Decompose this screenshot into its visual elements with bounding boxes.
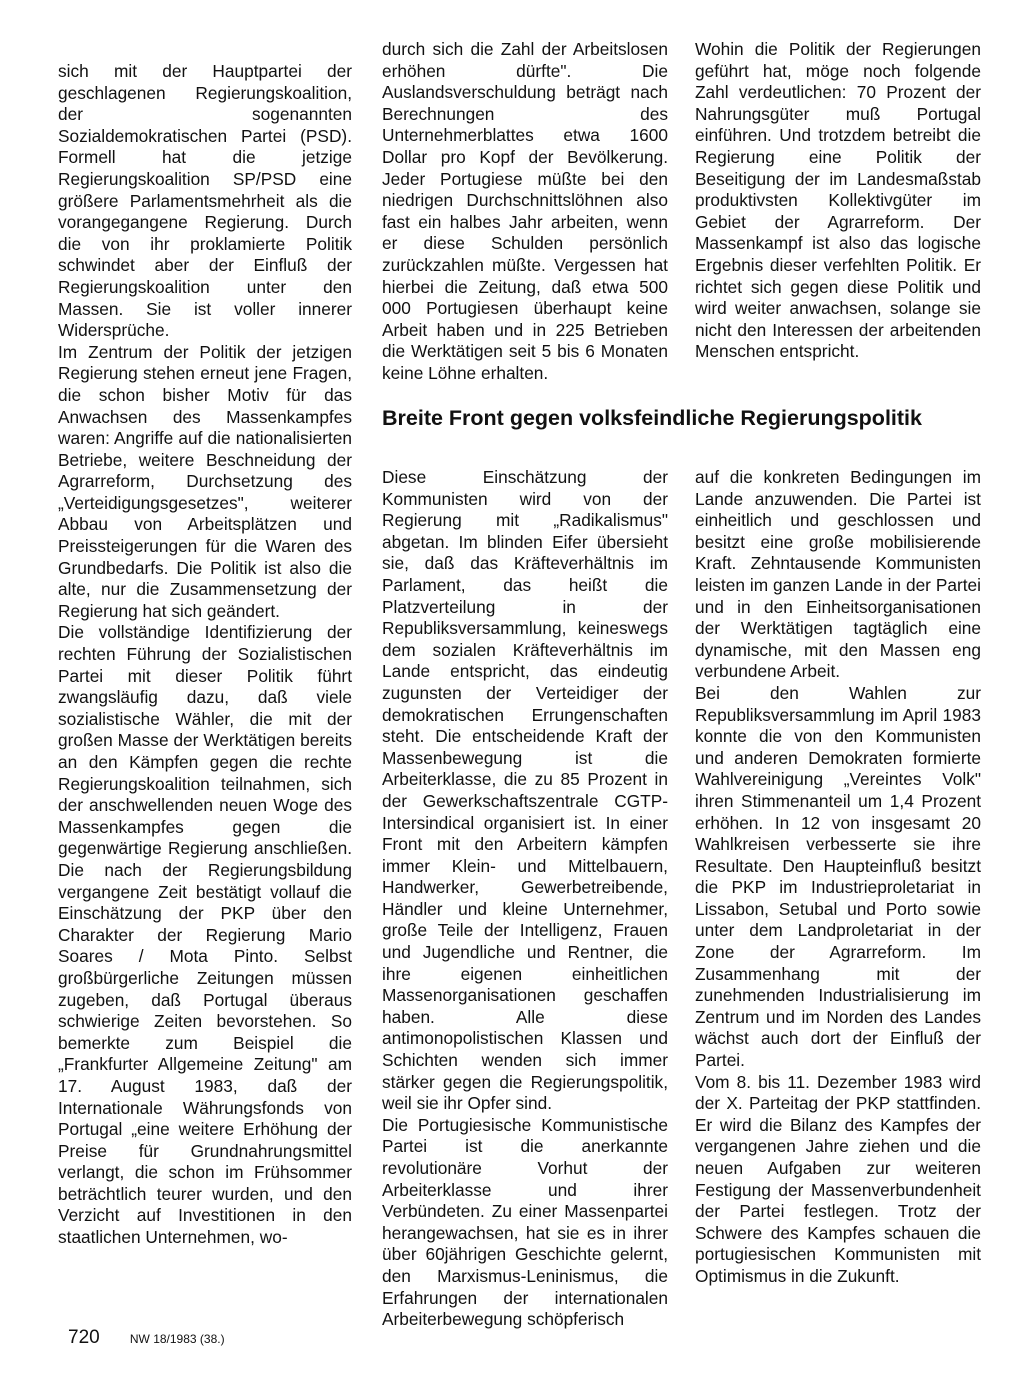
article-column-2: [382, 39, 668, 385]
article-column-5: [695, 467, 981, 1288]
article-column-4: [382, 467, 668, 1331]
article-column-1: [58, 61, 352, 1249]
column-3-text: Wohin die Politik der Regierungen geführt hat, möge noch folgende Zahl verdeutlichen: 70 Prozent der Nahrungsgüter muß Portugal einführen. Und trotzdem betreibt die Regierung eine Politik der Beseitigung der im Landesmaßstab produktivsten Kollektivgüter im Gebiet der Agrarreform. Der Massenkampf ist also das logische Ergebnis dieser verfehlten Politik. Er richtet sich gegen diese Politik und wird weiter anwachsen, solange sie nicht den Interessen der arbeitenden Menschen entspricht.: [695, 39, 981, 362]
column-2-text: durch sich die Zahl der Arbeitslosen erhöhen dürfte". Die Auslandsverschuldung beträgt nach Berechnungen des Unternehmerblattes etwa 1600 Dollar pro Kopf der Bevölkerung. Jeder Portugiese müßte bei den niedrigen Durchschnittslöhnen also fast ein halbes Jahr arbeiten, wenn er diese Schulden persönlich zurückzahlen müßte. Vergessen hat hierbei die Zeitung, daß etwa 500 000 Portugiesen überhaupt keine Arbeit haben und in 225 Betrieben die Werktätigen seit 5 bis 6 Monaten keine Löhne erhalten.: [382, 39, 668, 383]
page-footer: [68, 1327, 225, 1349]
section-headline: Breite Front gegen volksfeindliche Regierungspolitik: [382, 406, 922, 430]
column-4-text: Diese Einschätzung der Kommunisten wird von der Regierung mit „Radikalismus" abgetan. Im blinden Eifer übersieht sie, daß das Kräfteverhältnis im Parlament, das heißt die Platzverteilung in der Republiksversammlung, keineswegs dem sozialen Kräfteverhältnis im Lande entspricht, das eindeutig zugunsten der Verteidiger der demokratischen Errungenschaften steht. Die entscheidende Kraft der Massenbewegung ist die Arbeiterklasse, die zu 85 Prozent in der Gewerkschaftszentrale CGTP-Intersindical organisiert ist. In einer Front mit den Arbeitern kämpfen immer Klein- und Mittelbauern, Handwerker, Gewerbetreibende, Händler und kleine Unternehmer, große Teile der Intelligenz, Frauen und Jugendliche und Rentner, die ihre eigenen einheitlichen Massenorganisationen geschaffen haben. Alle diese antimonopolistischen Klassen und Schichten wenden sich immer stärker gegen die Regierungspolitik, weil sie ihr Opfer sind. Die Portugiesische Kommunistische Partei ist die anerkannte revolutionäre Vorhut der Arbeiterklasse und ihrer Verbündeten. Zu einer Massenpartei herangewachsen, hat sie es in ihrer über 60jährigen Geschichte gelernt, den Marxismus-Leninismus, die Erfahrungen der internationalen Arbeiterbewegung schöpferisch: [382, 467, 668, 1330]
page-number: 720: [68, 1327, 100, 1348]
article-column-3: [695, 39, 981, 363]
column-5-text: auf die konkreten Bedingungen im Lande anzuwenden. Die Partei ist einheitlich und geschlossen und besitzt eine große mobilisierende Kraft. Zehntausende Kommunisten leisten im ganzen Lande in der Partei und in den Einheitsorganisationen der Werktätigen tagtäglich eine dynamische, mit den Massen eng verbundene Arbeit. Bei den Wahlen zur Republiksversammlung im April 1983 konnte die von den Kommunisten und anderen Demokraten formierte Wahlvereinigung „Vereintes Volk" ihren Stimmenanteil um 1,4 Prozent erhöhen. In 12 von insgesamt 20 Wahlkreisen verbesserte sie ihre Resultate. Den Haupteinfluß besitzt die PKP im Industrieproletariat in Lissabon, Setubal und Porto sowie unter dem Landproletariat in der Zone der Agrarreform. Im Zusammenhang mit der zunehmenden Industrialisierung im Zentrum und im Norden des Landes wächst auch dort der Einfluß der Partei. Vom 8. bis 11. Dezember 1983 wird der X. Parteitag der PKP stattfinden. Er wird die Bilanz des Kampfes der vergangenen Jahre ziehen und die neuen Aufgaben zur weiteren Festigung der Massenverbundenheit der Partei festlegen. Trotz der Schwere des Kampfes schauen die portugiesischen Kommunisten mit Optimismus in die Zukunft.: [695, 467, 981, 1286]
issue-reference: NW 18/1983 (38.): [129, 1332, 225, 1346]
column-1-text: sich mit der Hauptpartei der geschlagenen Regierungskoalition, der sogenannten Sozialdemokratischen Partei (PSD). Formell hat die jetzige Regierungskoalition SP/PSD eine größere Parlamentsmehrheit als die vorangegangene Regierung. Durch die von ihr proklamierte Politik schwindet aber der Einfluß der Regierungskoalition unter den Massen. Sie ist voller innerer Widersprüche. Im Zentrum der Politik der jetzigen Regierung stehen erneut jene Fragen, die schon bisher Motiv für das Anwachsen des Massenkampfes waren: Angriffe auf die nationalisierten Betriebe, weitere Beschneidung der Agrarreform, Durchsetzung des „Verteidigungsgesetzes", weiterer Abbau von Arbeitsplätzen und Preissteigerungen für die Waren des Grundbedarfs. Die Politik ist also die alte, nur die Zusammensetzung der Regierung hat sich geändert. Die vollständige Identifizierung der rechten Führung der Sozialistischen Partei mit dieser Politik führt zwangsläufig dazu, daß viele sozialistische Wähler, die mit der großen Masse der Werktätigen bereits an den Kämpfen gegen die rechte Regierungskoalition teilnahmen, sich der anschwellenden neuen Woge des Massenkampfes gegen die gegenwärtige Regierung anschließen. Die nach der Regierungsbildung vergangene Zeit bestätigt vollauf die Einschätzung der PKP über den Charakter der Regierung Mario Soares / Mota Pinto. Selbst großbürgerliche Zeitungen müssen zugeben, daß Portugal überaus schwierige Zeiten bevorstehen. So bemerkte zum Beispiel die „Frankfurter Allgemeine Zeitung" am 17. August 1983, daß der Internationale Währungsfonds von Portugal „eine weitere Erhöhung der Preise für Grundnahrungsmittel verlangt, die schon im Frühsommer beträchtlich teurer wurden, und den Verzicht auf Investitionen in den staatlichen Unternehmen, wo-: [58, 61, 352, 1248]
